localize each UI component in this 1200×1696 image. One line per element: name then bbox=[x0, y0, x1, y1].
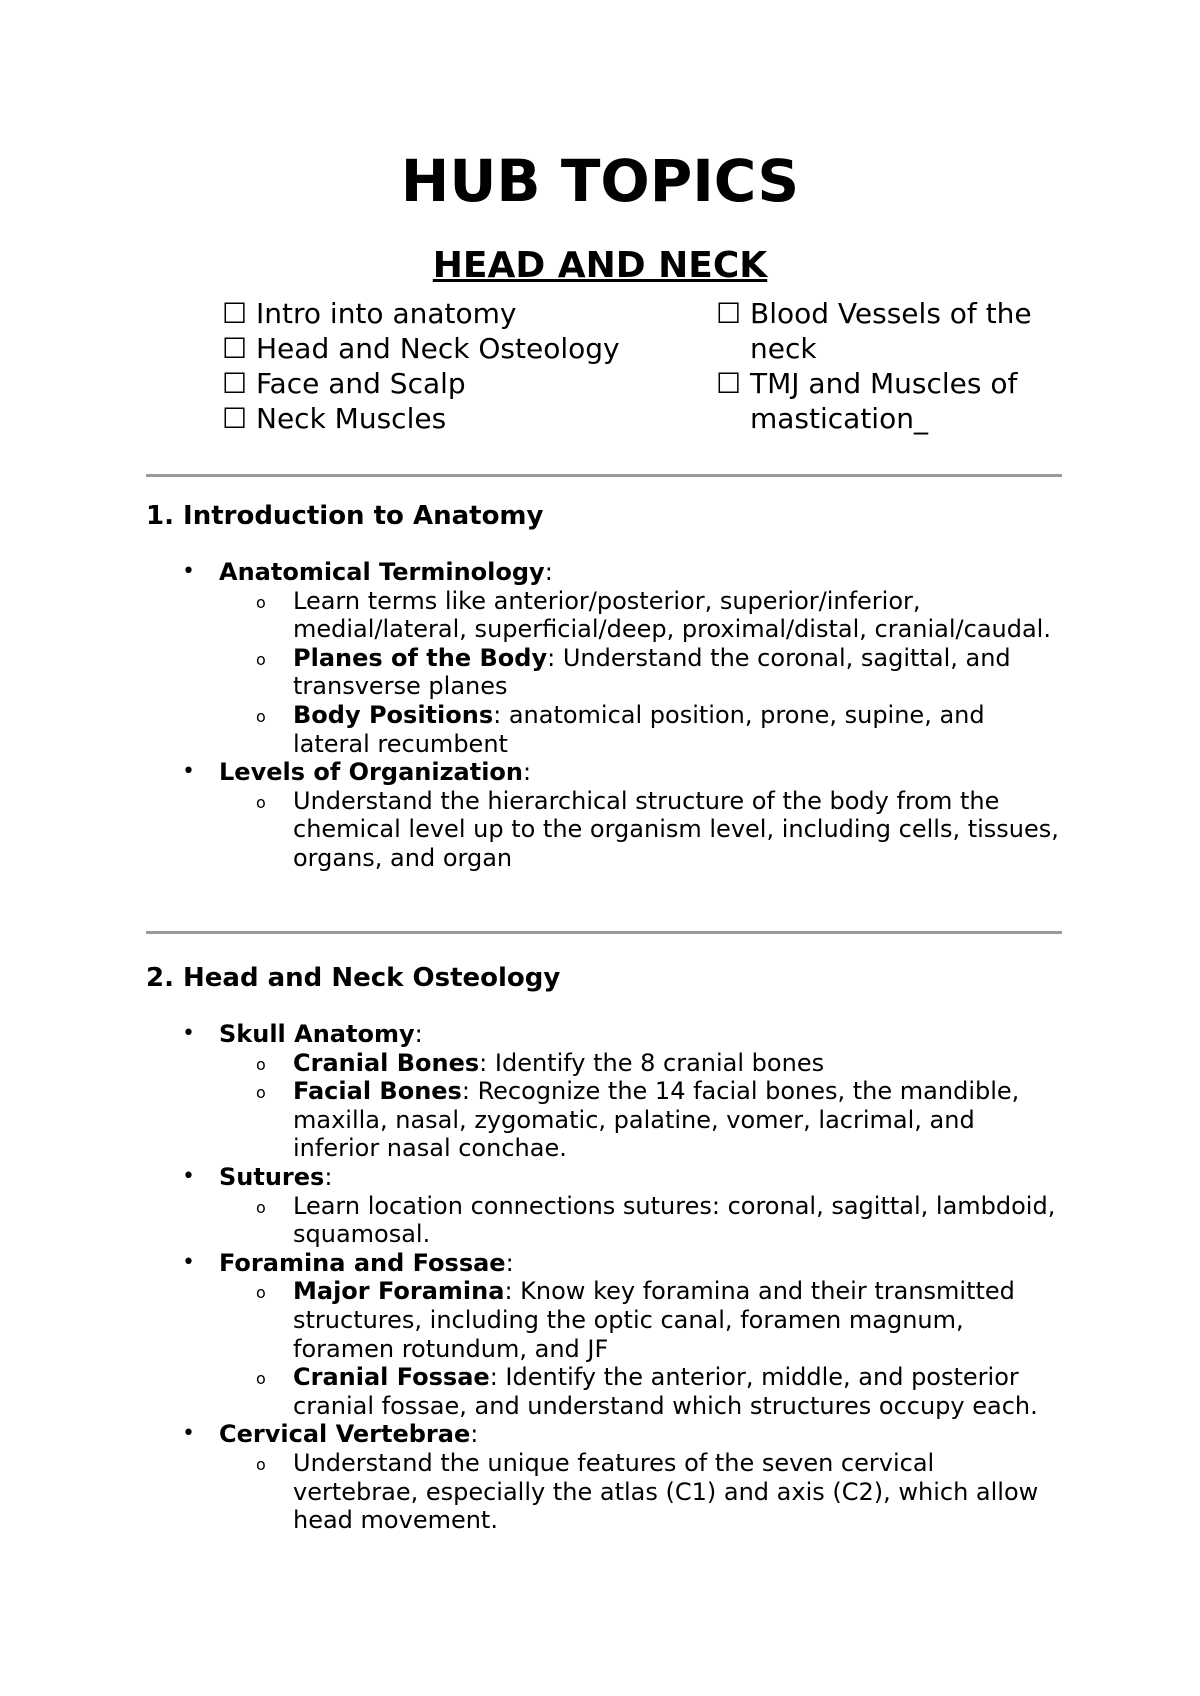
checkbox-icon: ☐ bbox=[716, 297, 742, 330]
sub-bullet-separator: : bbox=[547, 643, 563, 672]
sub-bullet-text: Know key foramina and their transmitted structures, including the optic canal, foramen magnum, foramen rotundum, and JF bbox=[293, 1277, 1015, 1363]
sub-bullet-item bbox=[146, 701, 1066, 758]
sub-bullet-item bbox=[146, 644, 1066, 701]
bullet-label: Skull Anatomy bbox=[219, 1020, 415, 1048]
bullet-label: Anatomical Terminology bbox=[219, 558, 545, 586]
sub-bullet-item bbox=[146, 587, 1066, 644]
sub-bullet-separator: : bbox=[504, 1277, 521, 1306]
sub-bullet-text: Understand the coronal, sagittal, and transverse planes bbox=[293, 643, 1011, 701]
sub-bullet-text: Recognize the 14 facial bones, the mandible, maxilla, nasal, zygomatic, palatine, vomer, lacrimal, and inferior nasal conchae. bbox=[293, 1077, 1020, 1163]
sub-bullet-item bbox=[146, 1277, 1066, 1363]
topics-list-right bbox=[716, 296, 1076, 436]
checkbox-icon: ☐ bbox=[222, 332, 248, 365]
topics-list-left bbox=[222, 296, 662, 436]
section-heading: 2. Head and Neck Osteology bbox=[146, 963, 561, 993]
sub-bullet-label: Facial Bones bbox=[293, 1077, 462, 1106]
sub-bullet-icon: o bbox=[256, 649, 266, 669]
bullet-suffix: : bbox=[324, 1162, 333, 1191]
sub-bullet-text: Understand the hierarchical structure of the body from the chemical level up to the organism level, including cells, tissues, organs, and organ bbox=[293, 786, 1059, 872]
topic-label: TMJ and Muscles of mastication_ bbox=[750, 367, 1018, 435]
sub-bullet-icon: o bbox=[256, 592, 266, 612]
sub-bullet-label: Cranial Bones bbox=[293, 1048, 480, 1077]
sub-bullet-label: Body Positions bbox=[293, 700, 494, 729]
topic-label: Head and Neck Osteology bbox=[256, 332, 620, 365]
section-osteology bbox=[146, 962, 1066, 1535]
sub-bullet-separator: : bbox=[461, 1077, 478, 1106]
topic-item bbox=[716, 296, 1076, 366]
sub-bullet-item bbox=[146, 1363, 1066, 1420]
bullet-item bbox=[146, 1020, 1066, 1049]
sub-bullet-label: Planes of the Body bbox=[293, 643, 548, 672]
topic-item bbox=[222, 296, 662, 331]
bullet-icon: • bbox=[182, 1421, 195, 1447]
topic-label: Intro into anatomy bbox=[256, 297, 517, 330]
bullet-suffix: : bbox=[414, 1020, 423, 1048]
bullet-item bbox=[146, 558, 1066, 587]
sub-bullet-separator: : bbox=[493, 700, 509, 729]
bullet-suffix: : bbox=[505, 1248, 514, 1277]
topic-item bbox=[222, 331, 662, 366]
checkbox-icon: ☐ bbox=[222, 367, 248, 400]
sub-bullet-text: Learn terms like anterior/posterior, superior/inferior, medial/lateral, superficial/deep, proximal/distal, cranial/caudal. bbox=[293, 586, 1051, 644]
topic-label: Neck Muscles bbox=[256, 402, 447, 435]
page-subtitle: HEAD AND NECK bbox=[432, 245, 768, 286]
sub-bullet-text: Identify the 8 cranial bones bbox=[494, 1048, 825, 1077]
bullet-list bbox=[146, 558, 1066, 873]
bullet-icon: • bbox=[182, 1163, 195, 1189]
topic-label: Blood Vessels of the neck bbox=[750, 297, 1032, 365]
sub-bullet-icon: o bbox=[256, 1083, 266, 1103]
sub-bullet-separator: : bbox=[489, 1363, 506, 1392]
sub-bullet-item bbox=[146, 1192, 1066, 1249]
sub-bullet-item bbox=[146, 1049, 1066, 1078]
bullet-item bbox=[146, 1420, 1066, 1449]
sub-bullet-icon: o bbox=[256, 1454, 266, 1474]
bullet-icon: • bbox=[182, 759, 195, 785]
bullet-label: Foramina and Fossae bbox=[219, 1248, 506, 1277]
section-introduction bbox=[146, 500, 1066, 873]
divider-rule bbox=[146, 931, 1062, 934]
bullet-label: Cervical Vertebrae bbox=[219, 1420, 471, 1449]
sub-bullet-icon: o bbox=[256, 1197, 266, 1217]
bullet-label: Levels of Organization bbox=[219, 758, 524, 787]
bullet-item bbox=[146, 758, 1066, 787]
sub-bullet-text: Identify the anterior, middle, and posterior cranial fossae, and understand which structures occupy each. bbox=[293, 1363, 1038, 1420]
sub-bullet-text: Learn location connections sutures: coronal, sagittal, lambdoid, squamosal. bbox=[293, 1191, 1056, 1249]
topic-item bbox=[222, 366, 662, 401]
sub-bullet-icon: o bbox=[256, 1283, 266, 1303]
checkbox-icon: ☐ bbox=[222, 297, 248, 330]
bullet-label: Sutures bbox=[219, 1162, 325, 1191]
bullet-suffix: : bbox=[523, 758, 532, 787]
bullet-icon: • bbox=[182, 1021, 195, 1046]
sub-bullet-icon: o bbox=[256, 1369, 266, 1389]
bullet-item bbox=[146, 1163, 1066, 1192]
sub-bullet-item bbox=[146, 1077, 1066, 1163]
bullet-icon: • bbox=[182, 1249, 195, 1275]
sub-bullet-text: anatomical position, prone, supine, and lateral recumbent bbox=[293, 700, 985, 758]
sub-bullet-label: Major Foramina bbox=[293, 1277, 505, 1306]
topic-item bbox=[222, 401, 662, 436]
sub-bullet-icon: o bbox=[256, 706, 266, 726]
topic-item bbox=[716, 366, 1076, 436]
bullet-list bbox=[146, 1020, 1066, 1535]
bullet-icon: • bbox=[182, 559, 195, 584]
sub-bullet-item bbox=[146, 1449, 1066, 1535]
sub-bullet-item bbox=[146, 787, 1066, 873]
topic-label: Face and Scalp bbox=[256, 367, 466, 400]
bullet-suffix: : bbox=[544, 558, 553, 586]
sub-bullet-separator: : bbox=[479, 1048, 495, 1077]
bullet-item bbox=[146, 1249, 1066, 1278]
checkbox-icon: ☐ bbox=[222, 402, 248, 435]
page-title: HUB TOPICS bbox=[400, 147, 800, 215]
sub-bullet-label: Cranial Fossae bbox=[293, 1363, 490, 1392]
checkbox-icon: ☐ bbox=[716, 367, 742, 400]
sub-bullet-text: Understand the unique features of the seven cervical vertebrae, especially the atlas (C1) and axis (C2), which allow head movement. bbox=[293, 1448, 1039, 1535]
section-heading: 1. Introduction to Anatomy bbox=[146, 501, 544, 531]
bullet-suffix: : bbox=[470, 1420, 479, 1449]
sub-bullet-icon: o bbox=[256, 1054, 266, 1074]
divider-rule bbox=[146, 474, 1062, 477]
sub-bullet-icon: o bbox=[256, 792, 266, 812]
